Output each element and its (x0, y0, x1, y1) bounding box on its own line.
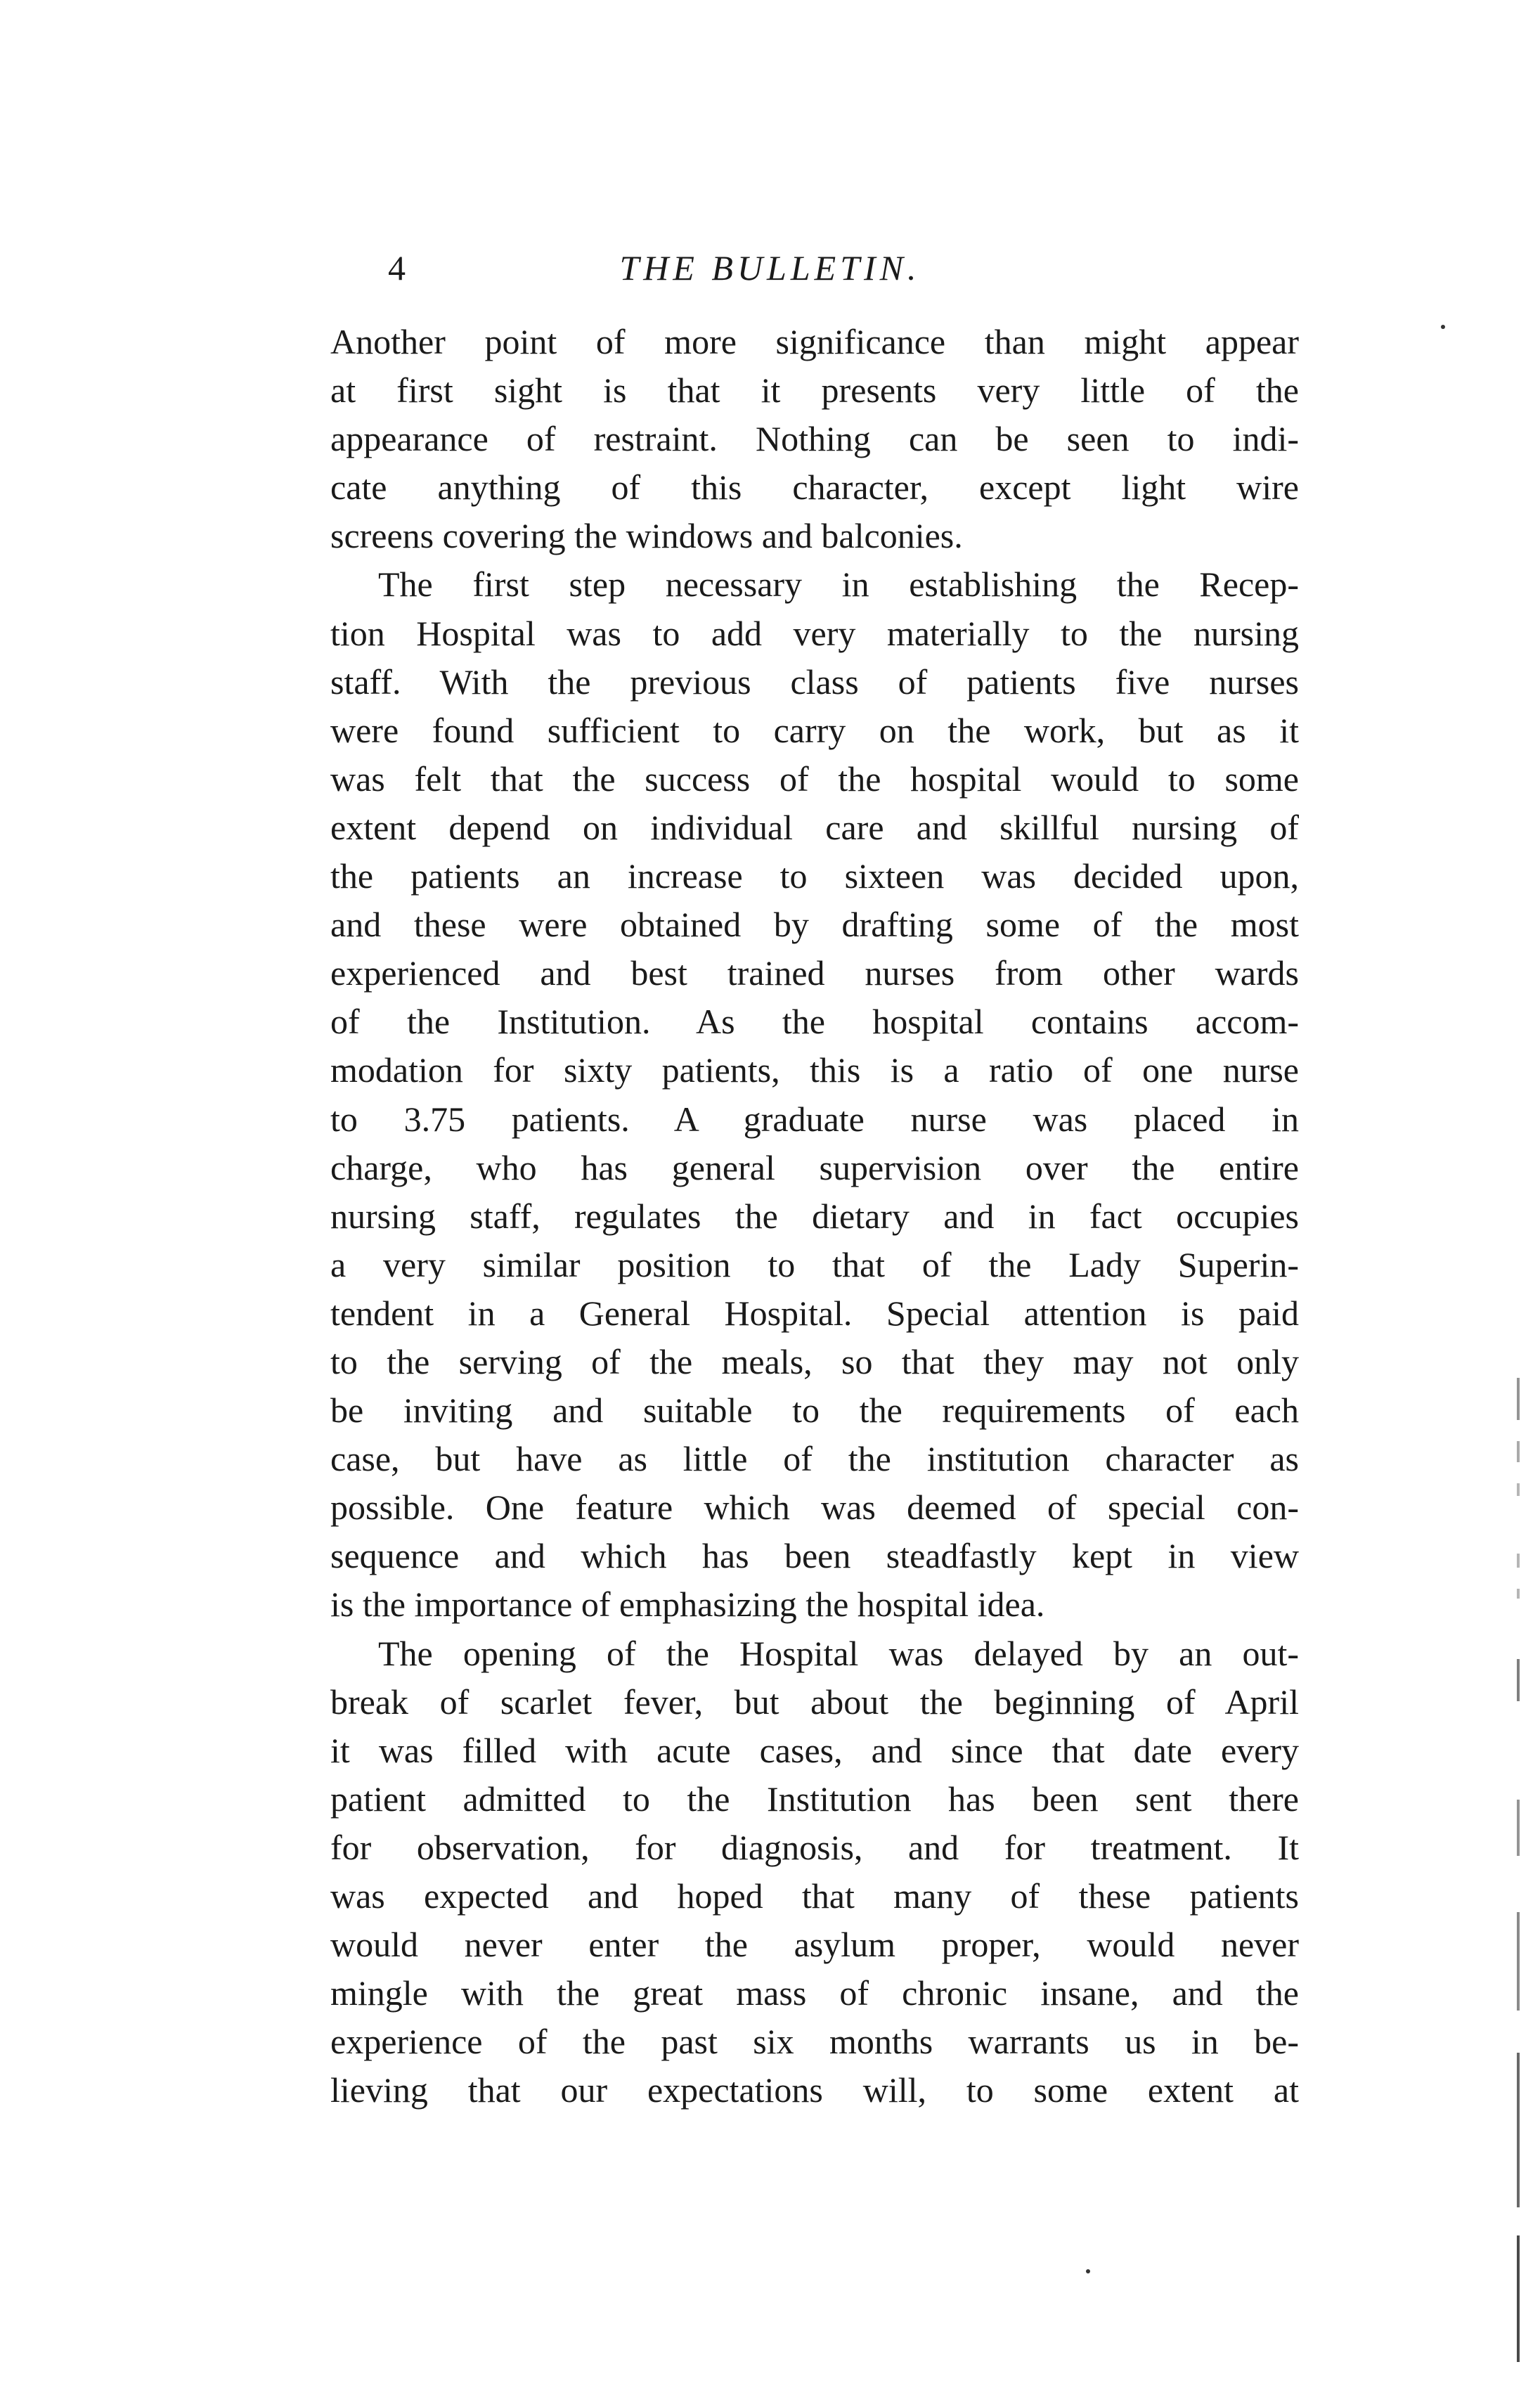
text-line: be inviting and suitable to the requirements of each (330, 1390, 1299, 1431)
text-line: modation for sixty patients, this is a ratio of one nurse (330, 1050, 1299, 1090)
text-line: nursing staff, regulates the dietary and in fact occupies (330, 1196, 1299, 1236)
text-line: lieving that our expectations will, to some extent at (330, 2070, 1299, 2110)
text-line: is the importance of emphasizing the hospital idea. (330, 1585, 1045, 1625)
text-line: of the Institution. As the hospital contains accom- (330, 1002, 1299, 1042)
page-header (0, 247, 1540, 304)
text-line: mingle with the great mass of chronic insane, and the (330, 1973, 1299, 2013)
text-line: The opening of the Hospital was delayed by an out- (378, 1633, 1299, 1673)
text-line: the patients an increase to sixteen was decided upon, (330, 856, 1299, 896)
text-line: sequence and which has been steadfastly kept in view (330, 1536, 1299, 1576)
page-number: 4 (388, 248, 407, 288)
running-title: THE BULLETIN. (619, 248, 921, 288)
text-line: charge, who has general supervision over the entire (330, 1147, 1299, 1187)
text-line: a very similar position to that of the Lady Superin- (330, 1244, 1299, 1284)
text-line: experience of the past six months warrants us in be- (330, 2022, 1299, 2062)
text-line: was expected and hoped that many of these patients (330, 1876, 1299, 1916)
text-line: appearance of restraint. Nothing can be seen to indi- (330, 419, 1299, 459)
text-line: break of scarlet fever, but about the beginning of April (330, 1682, 1299, 1722)
text-line: patient admitted to the Institution has been sent there (330, 1779, 1299, 1819)
text-line: it was filled with acute cases, and since that date every (330, 1730, 1299, 1770)
text-line: screens covering the windows and balconies. (330, 516, 963, 556)
text-line: to 3.75 patients. A graduate nurse was placed in (330, 1099, 1299, 1139)
text-lines (330, 318, 1299, 2115)
text-line: was felt that the success of the hospital would to some (330, 759, 1299, 799)
text-line: for observation, for diagnosis, and for treatment. It (330, 1827, 1299, 1867)
text-line: and these were obtained by drafting some of the most (330, 905, 1299, 945)
text-line: Another point of more significance than might appear (330, 322, 1299, 361)
text-line: tendent in a General Hospital. Special attention is paid (330, 1293, 1299, 1333)
text-line: were found sufficient to carry on the work, but as it (330, 710, 1299, 750)
text-line: to the serving of the meals, so that they may not only (330, 1341, 1299, 1381)
text-line: cate anything of this character, except light wire (330, 467, 1299, 508)
text-line: tion Hospital was to add very materially to the nursing (330, 613, 1299, 653)
text-line: The first step necessary in establishing the Recep- (378, 564, 1299, 605)
text-line: experienced and best trained nurses from other wards (330, 953, 1299, 993)
text-line: would never enter the asylum proper, would never (330, 1925, 1299, 1965)
text-line: staff. With the previous class of patients five nurses (330, 662, 1299, 702)
body-text (330, 318, 1299, 2115)
text-line: extent depend on individual care and skillful nursing of (330, 807, 1299, 847)
text-line: at first sight is that it presents very little of the (330, 370, 1299, 411)
scan-speck (1441, 325, 1445, 329)
scan-speck (1086, 2269, 1090, 2273)
text-line: case, but have as little of the institution character as (330, 1439, 1299, 1479)
scan-edge-marks (1513, 1378, 1527, 2376)
text-line: possible. One feature which was deemed of special con- (330, 1488, 1299, 1528)
